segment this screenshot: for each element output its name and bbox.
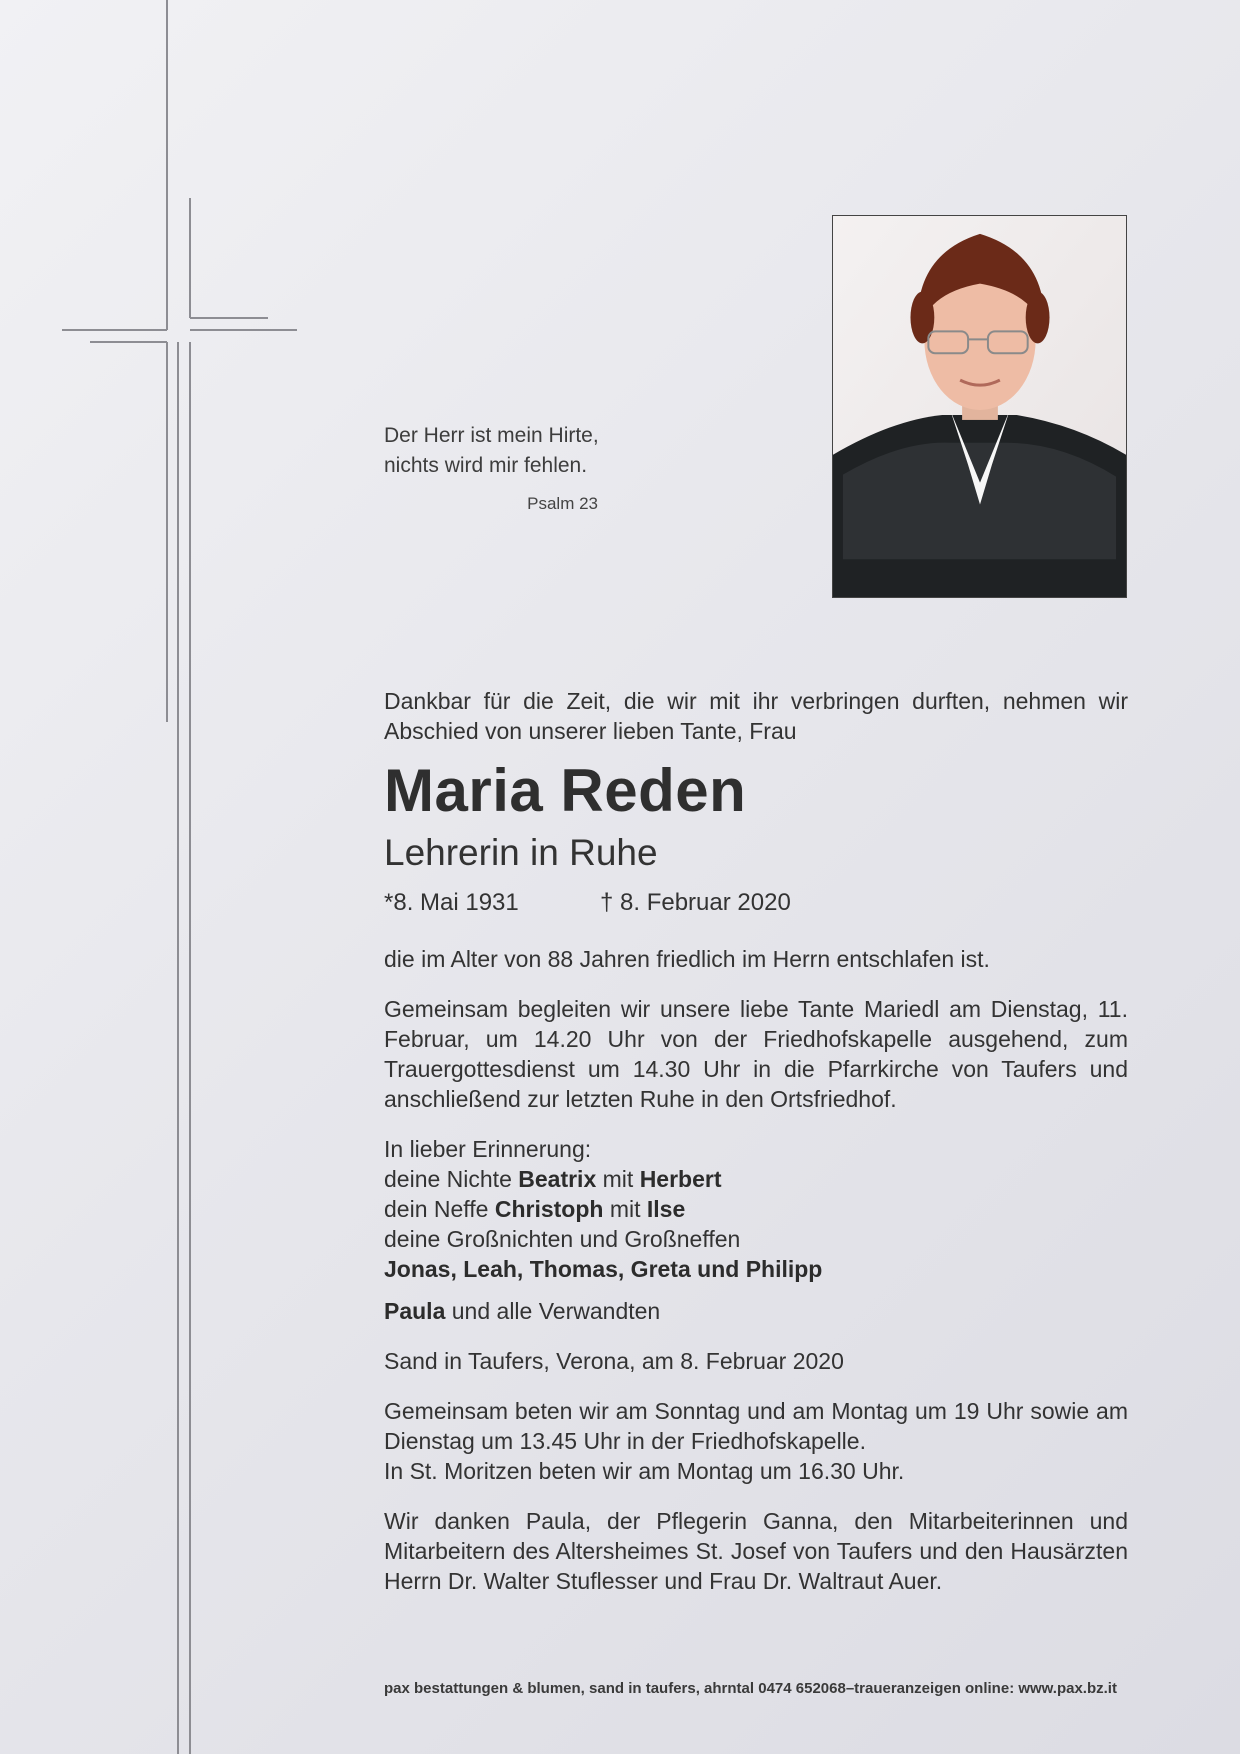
place-date: Sand in Taufers, Verona, am 8. Februar 2020: [384, 1348, 844, 1374]
age-text: die im Alter von 88 Jahren friedlich im Herrn entschlafen ist.: [384, 946, 990, 972]
funeral-text: Gemeinsam begleiten wir unsere liebe Tante Mariedl am Dienstag, 11. Februar, um 14.20 Uhr von der Friedhofskapelle ausgehend, zum Trauergottesdienst um 14.30 Uhr in die Pfarrkirche von Taufers und anschließend zur letzten Ruhe in den Ortsfriedhof.: [384, 996, 1128, 1112]
mourners-list: [384, 1134, 1128, 1326]
mourner-name: Paula: [384, 1298, 446, 1324]
footer-imprint: pax bestattungen & blumen, sand in taufers, ahrntal 0474 652068–traueranzeigen online: www.pax.bz.it: [384, 1680, 1117, 1697]
obituary-body: [384, 686, 1128, 1596]
mourner-rest: und alle Verwandten: [445, 1298, 661, 1324]
thanks-text: Wir danken Paula, der Pflegerin Ganna, den Mitarbeiterinnen und Mitarbeitern des Altersheimes St. Josef von Taufers und den Hausärzten Herrn Dr. Walter Stuflesser und Frau Dr. Waltraut Auer.: [384, 1508, 1128, 1594]
prayer-text: Gemeinsam beten wir am Sonntag und am Montag um 19 Uhr sowie am Dienstag um 13.45 Uhr in der Friedhofskapelle.: [384, 1398, 1128, 1454]
mourner-names: Jonas, Leah, Thomas, Greta und Philipp: [384, 1256, 823, 1282]
mourner-line: [384, 1164, 1128, 1194]
mourner-name: Herbert: [639, 1166, 722, 1192]
life-dates: [384, 886, 1128, 922]
prayer-text-2: In St. Moritzen beten wir am Montag um 16.30 Uhr.: [384, 1458, 905, 1484]
mourners-heading: In lieber Erinnerung:: [384, 1136, 592, 1162]
quote-line-1: Der Herr ist mein Hirte,: [384, 424, 599, 447]
mourner-connector: mit: [603, 1196, 647, 1222]
mourner-name: Beatrix: [518, 1166, 597, 1192]
deceased-name: Maria Reden: [384, 757, 747, 824]
mourner-name: Christoph: [494, 1196, 604, 1222]
death-date: † 8. Februar 2020: [600, 889, 791, 916]
mourner-name: Ilse: [646, 1196, 686, 1222]
mourner-line: [384, 1194, 1128, 1224]
portrait-photo: [832, 215, 1127, 598]
bible-quote: [384, 421, 624, 481]
mourner-line: deine Großnichten und Großneffen: [384, 1226, 741, 1252]
birth-date: *8. Mai 1931: [384, 889, 519, 916]
quote-line-2: nichts wird mir fehlen.: [384, 454, 588, 477]
mourner-line: [384, 1296, 1128, 1326]
mourner-relation: deine Nichte: [384, 1166, 519, 1192]
deceased-title: Lehrerin in Ruhe: [384, 832, 658, 873]
quote-source: Psalm 23: [527, 494, 598, 513]
mourner-relation: dein Neffe: [384, 1196, 495, 1222]
intro-text: Dankbar für die Zeit, die wir mit ihr verbringen durften, nehmen wir Abschied von unserer lieben Tante, Frau: [384, 688, 1128, 744]
mourner-connector: mit: [596, 1166, 640, 1192]
cross-ornament: [0, 0, 320, 1754]
